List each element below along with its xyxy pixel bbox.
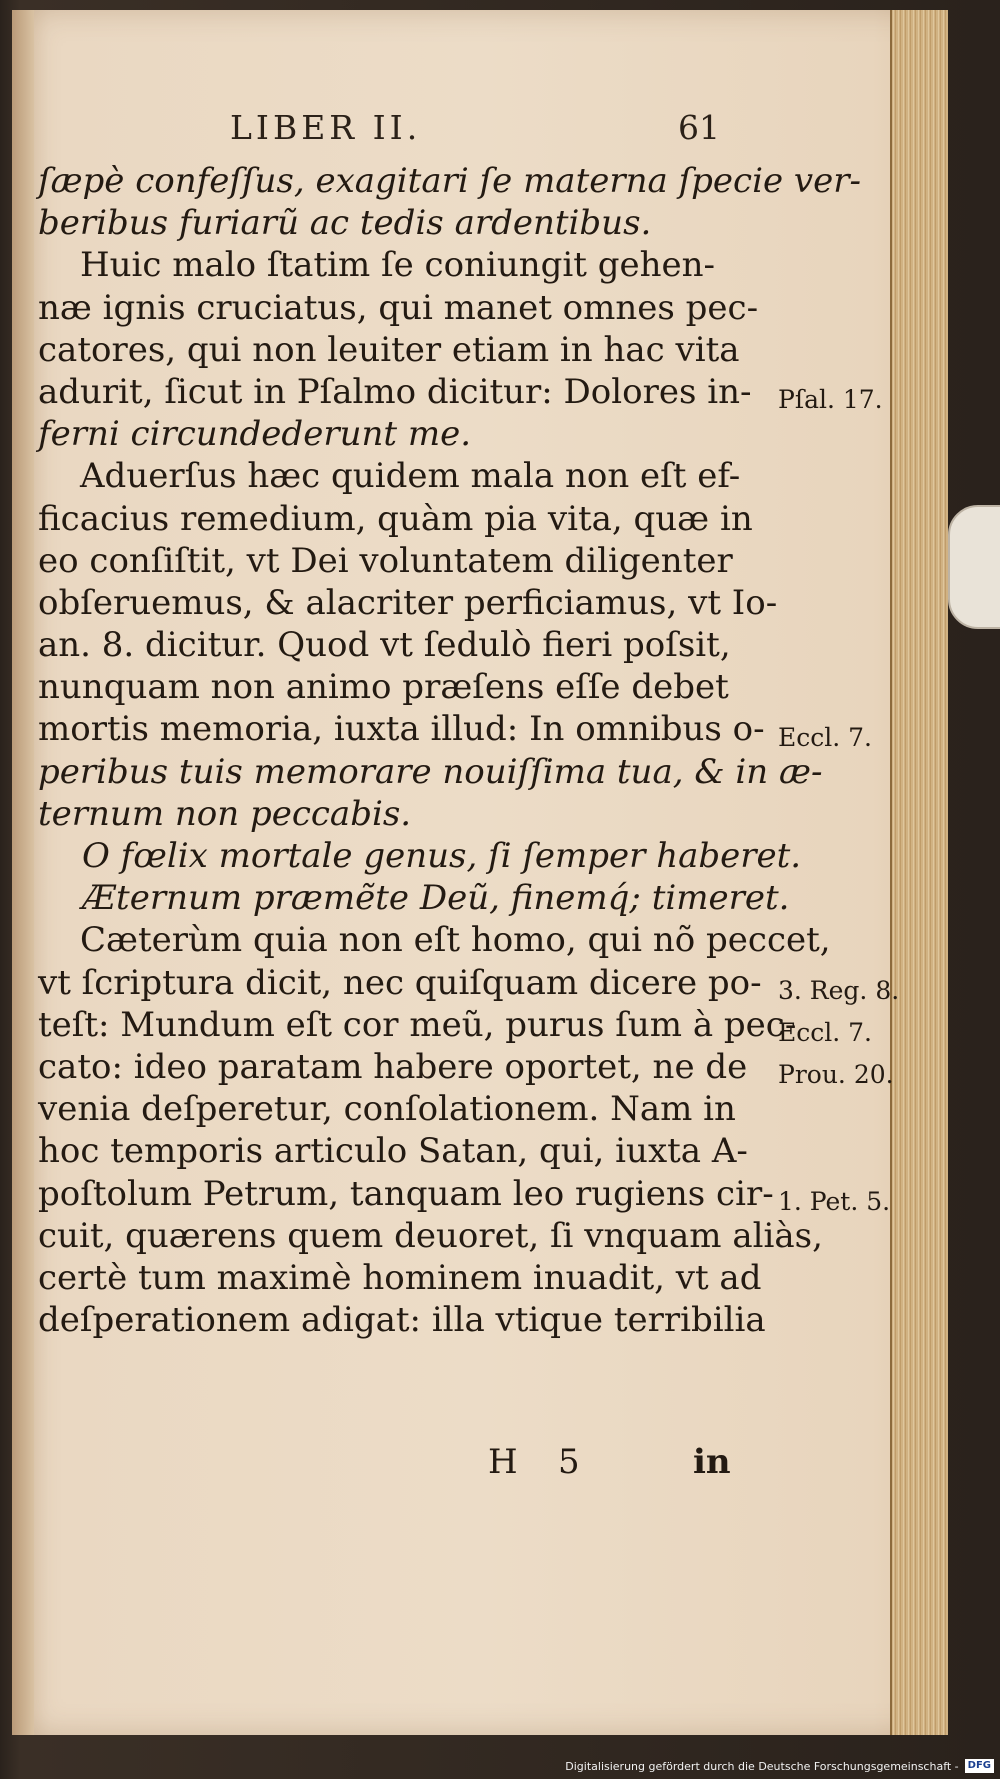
dfg-logo: DFG bbox=[965, 1759, 994, 1773]
text-line: an. 8. dicitur. Quod vt ſedulò fieri poſsit, bbox=[38, 625, 731, 666]
signature-number: 5 bbox=[558, 1442, 580, 1482]
text-line: ternum non peccabis. bbox=[38, 793, 412, 834]
text-line: O fœlix mortale genus, ſi ſemper haberet. bbox=[82, 836, 802, 876]
gutter-strip bbox=[12, 10, 34, 1735]
text-line: adurit, ſicut in Pſalmo dicitur: Dolores in- bbox=[38, 371, 752, 412]
running-head bbox=[12, 108, 948, 152]
margin-note: Eccl. 7. bbox=[778, 722, 872, 752]
margin-note: 3. Reg. 8. bbox=[778, 975, 900, 1005]
text-line: mortis memoria, iuxta illud: In omnibus o- bbox=[38, 709, 765, 750]
text-line: cato: ideo paratam habere oportet, ne de bbox=[38, 1046, 748, 1087]
footer bbox=[565, 1757, 994, 1775]
text-line: nunquam non animo præſens eſſe debet bbox=[38, 667, 729, 708]
text-line: Æternum præmẽte Deũ, finemq́; timeret. bbox=[82, 878, 790, 919]
page-clip bbox=[948, 505, 1000, 629]
page-edges bbox=[890, 10, 948, 1735]
catchword: in bbox=[693, 1442, 731, 1482]
signature-mark: H bbox=[488, 1442, 518, 1482]
text-line: catores, qui non leuiter etiam in hac vita bbox=[38, 329, 740, 370]
text-line: certè tum maximè hominem inuadit, vt ad bbox=[38, 1257, 762, 1298]
text-line: Huic malo ſtatim ſe coniungit gehen- bbox=[80, 245, 716, 286]
running-head-title: LIBER II. bbox=[230, 108, 422, 147]
margin-note: Pſal. 17. bbox=[778, 385, 883, 414]
page-number: 61 bbox=[678, 108, 720, 147]
text-line: cuit, quærens quem deuoret, ſi vnquam aliàs, bbox=[38, 1215, 823, 1256]
text-line: teſt: Mundum eſt cor meũ, purus ſum à pec- bbox=[38, 1004, 797, 1045]
text-line: poſtolum Petrum, tanquam leo rugiens cir- bbox=[38, 1173, 774, 1214]
text-line: ſæpè confeſſus, exagitari ſe materna ſpecie ver- bbox=[38, 161, 861, 201]
text-line: Aduerſus hæc quidem mala non eſt ef- bbox=[80, 456, 741, 497]
footer-credit: Digitalisierung gefördert durch die Deutsche Forschungsgemeinschaft - bbox=[565, 1759, 959, 1773]
book-page bbox=[12, 10, 948, 1735]
text-line: Cæterùm quia non eſt homo, qui nõ peccet, bbox=[80, 920, 831, 961]
text-line: vt ſcriptura dicit, nec quiſquam dicere po- bbox=[38, 962, 762, 1003]
text-line: venia deſperetur, conſolationem. Nam in bbox=[38, 1089, 736, 1130]
text-line: obſeruemus, & alacriter perficiamus, vt Io- bbox=[38, 582, 778, 623]
text-line: eo conſiſtit, vt Dei voluntatem diligenter bbox=[38, 540, 733, 581]
margin-note: 1. Pet. 5. bbox=[778, 1186, 891, 1216]
text-line: hoc temporis articulo Satan, qui, iuxta A- bbox=[38, 1131, 748, 1172]
text-line: ferni circundederunt me. bbox=[38, 414, 472, 455]
margin-note: Eccl. 7. bbox=[778, 1018, 872, 1047]
text-line: beribus furiarũ ac tedis ardentibus. bbox=[38, 203, 652, 244]
signature-line bbox=[488, 1442, 768, 1484]
text-line: næ ignis cruciatus, qui manet omnes pec- bbox=[38, 287, 759, 328]
text-line: ficacius remedium, quàm pia vita, quæ in bbox=[38, 498, 753, 539]
body-text bbox=[38, 160, 900, 1341]
text-line: deſperationem adigat: illa vtique terribilia bbox=[38, 1300, 766, 1341]
text-line: peribus tuis memorare nouiſſima tua, & in æ- bbox=[38, 751, 823, 792]
margin-note: Prou. 20. bbox=[778, 1060, 894, 1090]
